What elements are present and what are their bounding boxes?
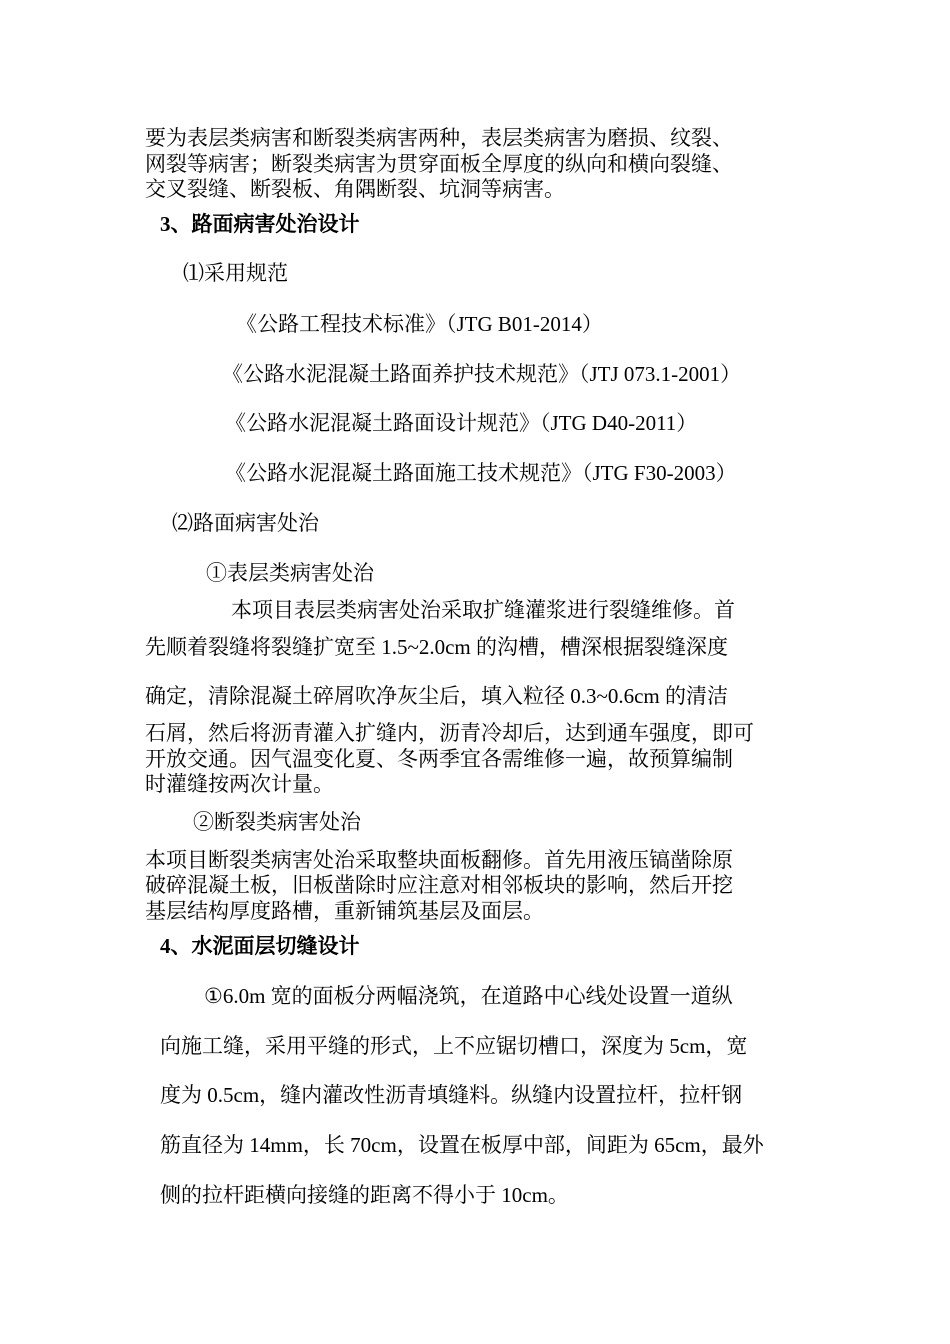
standard-item: 《公路水泥混凝土路面施工技术规范》（JTG F30-2003） [225,461,737,485]
item-surface-line: 本项目表层类病害处治采取扩缝灌浆进行裂缝维修。首 [231,598,735,622]
item-surface-line: 开放交通。因气温变化夏、冬两季宜各需维修一遍，故预算编制 [145,747,733,771]
intro-line-1: 要为表层类病害和断裂类病害两种，表层类病害为磨损、纹裂、 [145,126,733,150]
section-4-line: ①6.0m 宽的面板分两幅浇筑，在道路中心线处设置一道纵 [204,984,733,1008]
standard-item: 《公路工程技术标准》（JTG B01-2014） [236,312,603,336]
item-fracture-line: 基层结构厚度路槽，重新铺筑基层及面层。 [145,899,544,923]
section-3-heading: 3、路面病害处治设计 [160,212,360,236]
intro-line-2: 网裂等病害；断裂类病害为贯穿面板全厚度的纵向和横向裂缝、 [145,152,733,176]
item-surface-line: 确定，清除混凝土碎屑吹净灰尘后，填入粒径 0.3~0.6cm 的清洁 [145,684,729,708]
item-fracture-line: 本项目断裂类病害处治采取整块面板翻修。首先用液压镐凿除原 [145,848,733,872]
item-surface-title: ①表层类病害处治 [206,561,374,585]
item-surface-line: 时灌缝按两次计量。 [145,772,334,796]
item-surface-line: 石屑，然后将沥青灌入扩缝内，沥青冷却后，达到通车强度，即可 [145,721,754,745]
section-4-line: 侧的拉杆距横向接缝的距离不得小于 10cm。 [160,1183,569,1207]
section-4-line: 向施工缝，采用平缝的形式，上不应锯切槽口，深度为 5cm，宽 [160,1034,748,1058]
subsection-treatment-title: ⑵路面病害处治 [172,511,319,535]
item-surface-line: 先顺着裂缝将裂缝扩宽至 1.5~2.0cm 的沟槽，槽深根据裂缝深度 [145,635,729,659]
subsection-standards-title: ⑴采用规范 [183,261,288,285]
intro-line-3: 交叉裂缝、断裂板、角隅断裂、坑洞等病害。 [145,177,565,201]
item-fracture-line: 破碎混凝土板，旧板凿除时应注意对相邻板块的影响，然后开挖 [145,873,733,897]
section-4-line: 筋直径为 14mm，长 70cm，设置在板厚中部，间距为 65cm，最外 [160,1133,764,1157]
section-4-line: 度为 0.5cm，缝内灌改性沥青填缝料。纵缝内设置拉杆，拉杆钢 [160,1083,743,1107]
section-4-heading: 4、水泥面层切缝设计 [160,934,360,958]
item-fracture-title: ②断裂类病害处治 [193,810,361,834]
standard-item: 《公路水泥混凝土路面养护技术规范》（JTJ 073.1-2001） [222,362,742,386]
standard-item: 《公路水泥混凝土路面设计规范》（JTG D40-2011） [225,411,698,435]
